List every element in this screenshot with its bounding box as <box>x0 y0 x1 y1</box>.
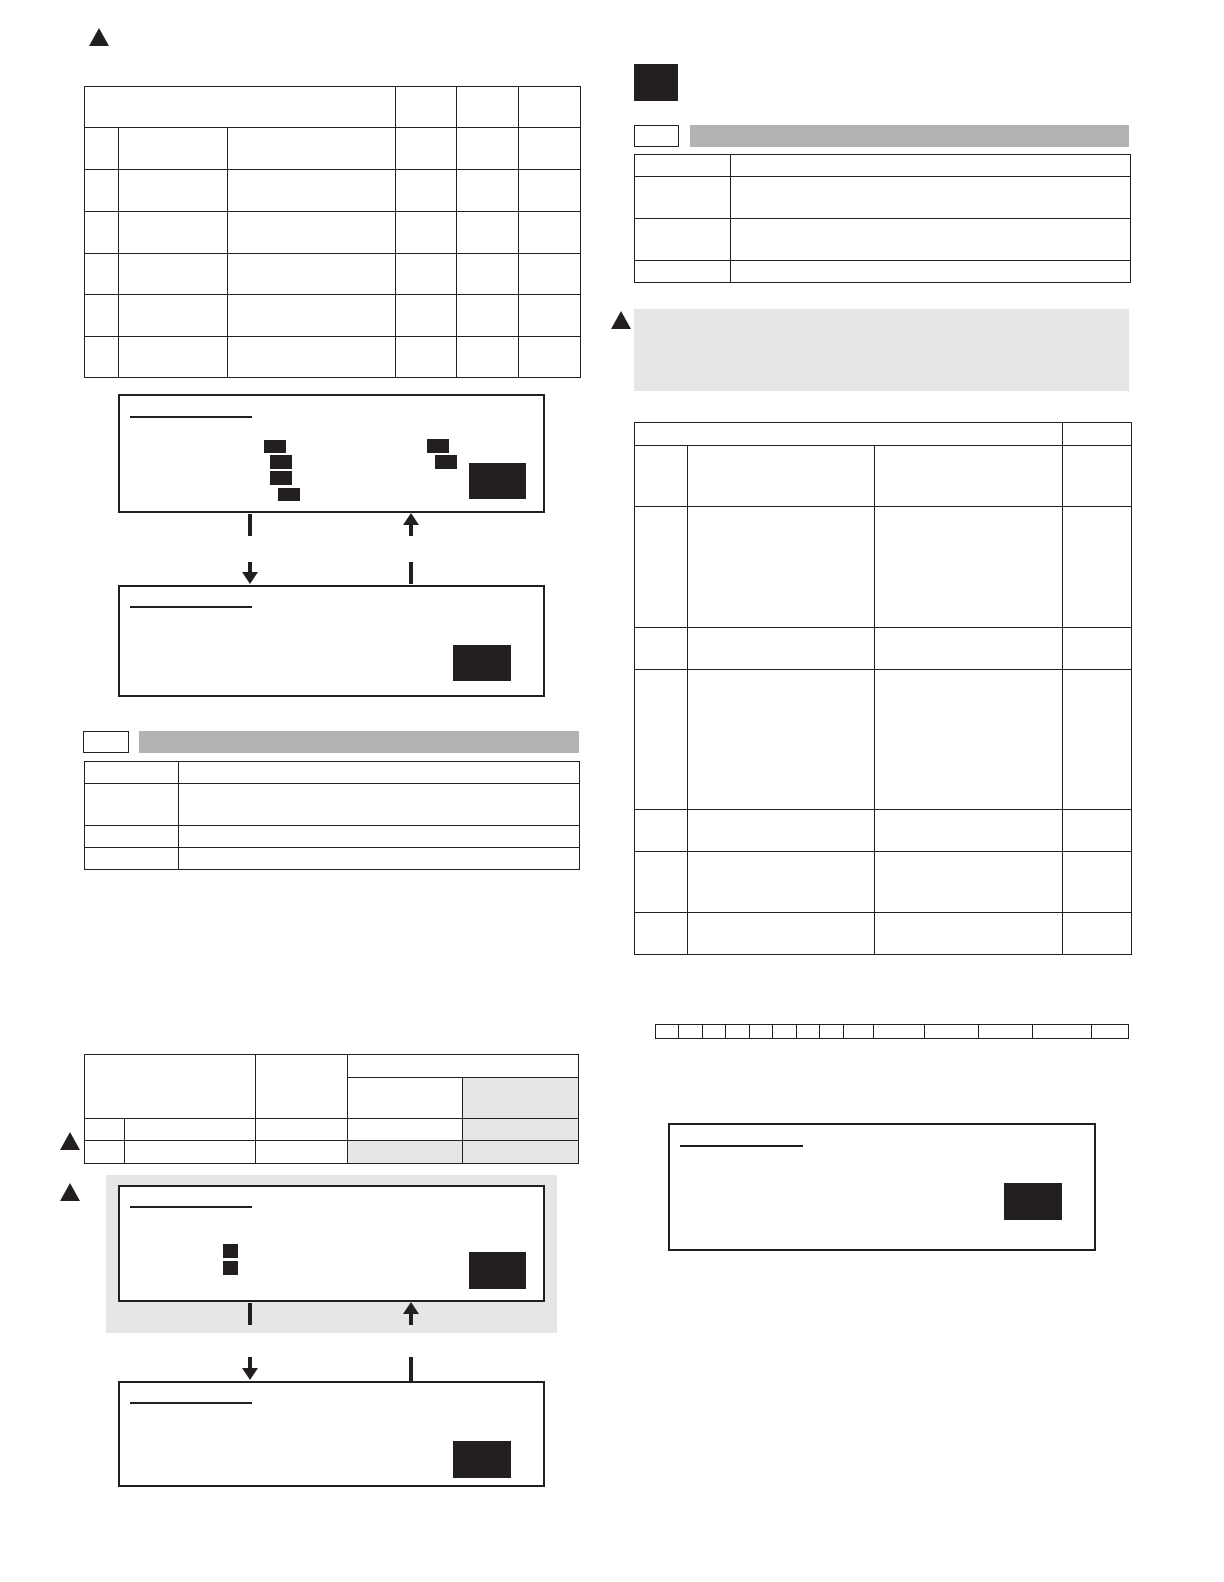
table-row <box>635 507 1132 628</box>
table-row <box>85 128 581 170</box>
table-row <box>85 254 581 295</box>
panel-title-rule <box>130 416 252 418</box>
setting-key[interactable] <box>223 1244 238 1258</box>
revision-mark-icon <box>60 1183 80 1201</box>
panel-title-rule <box>680 1145 803 1147</box>
table-row <box>85 762 580 784</box>
table-row <box>85 1119 579 1141</box>
table-row <box>85 1141 579 1164</box>
table-row <box>85 170 581 212</box>
display-panel-a <box>118 394 545 513</box>
execute-key[interactable] <box>1004 1183 1062 1220</box>
execute-key[interactable] <box>469 1252 526 1289</box>
table-row <box>635 810 1132 852</box>
table-row <box>85 826 580 848</box>
connector-line <box>409 562 413 584</box>
setting-key[interactable] <box>223 1261 238 1275</box>
display-panel-e <box>668 1123 1096 1251</box>
connector-line <box>409 1313 413 1325</box>
table-row <box>635 446 1132 507</box>
note-box <box>634 309 1129 391</box>
panel-title-rule <box>130 606 252 608</box>
execute-key[interactable] <box>453 645 511 681</box>
table-row <box>85 848 580 870</box>
execute-key[interactable] <box>469 463 526 499</box>
bit-strip <box>655 1024 1129 1039</box>
revision-mark-icon <box>611 311 631 329</box>
setting-key[interactable] <box>435 455 457 469</box>
connector-line <box>248 514 252 536</box>
table-row <box>85 784 580 826</box>
settings-table-1 <box>84 86 581 378</box>
display-panel-b <box>118 585 545 697</box>
table-header-row <box>85 87 581 128</box>
arrow-down-icon <box>242 572 258 584</box>
table-row <box>85 212 581 254</box>
table-row <box>635 913 1132 955</box>
display-panel-c <box>118 1185 545 1302</box>
table-row <box>635 155 1131 177</box>
execute-key[interactable] <box>453 1441 511 1478</box>
arrow-down-icon <box>242 1368 258 1380</box>
table-row <box>635 628 1132 670</box>
connector-line <box>409 524 413 536</box>
setting-key[interactable] <box>264 440 286 453</box>
setting-key[interactable] <box>427 439 449 453</box>
table-row <box>635 261 1131 283</box>
table-row <box>635 670 1132 810</box>
panel-title-rule <box>130 1402 252 1404</box>
table-row <box>635 852 1132 913</box>
table-row <box>85 295 581 337</box>
setting-key[interactable] <box>270 471 292 485</box>
panel-title-rule <box>130 1206 252 1208</box>
settings-table-2 <box>84 1054 579 1164</box>
item-detail-table <box>84 761 580 870</box>
revision-mark-icon <box>89 28 109 46</box>
item-label-box <box>83 731 129 753</box>
setting-key[interactable] <box>278 488 300 501</box>
bit-row <box>656 1025 1129 1039</box>
item-title-bar <box>139 731 579 753</box>
table-row <box>85 337 581 378</box>
table-row <box>635 219 1131 261</box>
table-row <box>635 177 1131 219</box>
section-marker-icon <box>634 64 678 101</box>
setting-key[interactable] <box>270 455 292 469</box>
connector-line <box>409 1357 413 1381</box>
item-title-bar <box>690 125 1129 147</box>
table-header-row <box>635 423 1132 446</box>
settings-table-3 <box>634 422 1132 955</box>
item-label-box <box>634 125 679 147</box>
revision-mark-icon <box>60 1132 80 1150</box>
item-detail-table <box>634 154 1131 283</box>
table-header-row <box>85 1055 579 1078</box>
display-panel-d <box>118 1381 545 1487</box>
connector-line <box>248 1303 252 1325</box>
